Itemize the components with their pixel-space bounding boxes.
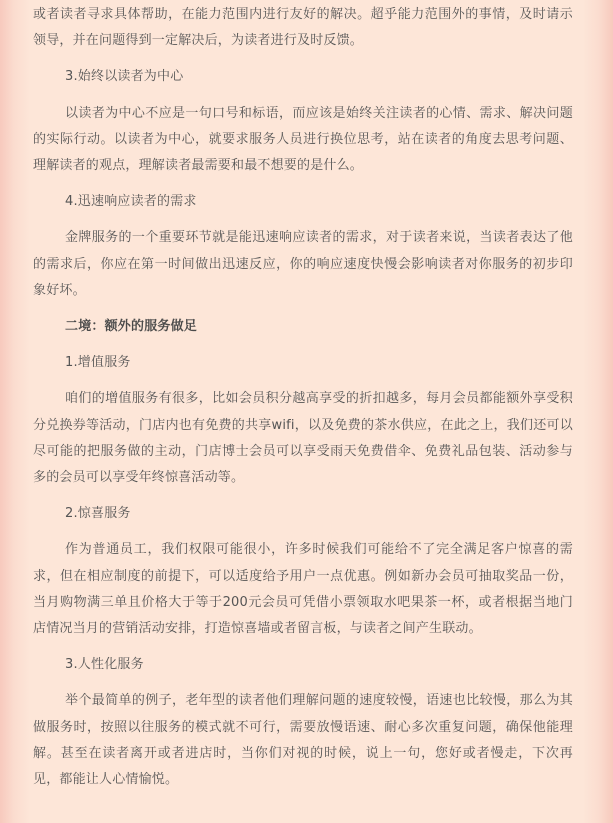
paragraph-humanized-service: 举个最简单的例子，老年型的读者他们理解问题的速度较慢，语速也比较慢，那么为其做服务时，按照以往服务的模式就不可行，需要放慢语速、耐心多次重复问题，确保他能理解。甚至在读者离开或者进店时，当你们对视的时候，说上一句，您好或者慢走，下次再见，都能让人心情愉悦。 <box>33 693 573 788</box>
subheading-reader-centered: 3.始终以读者为中心 <box>65 69 184 85</box>
paragraph-quick-response: 金牌服务的一个重要环节就是能迅速响应读者的需求，对于读者来说，当读者表达了他的需求后，你应在第一时间做出迅速反应，你的响应速度快慢会影响读者对你服务的初步印象好坏。 <box>33 230 573 298</box>
subheading-value-added-service: 1.增值服务 <box>65 355 131 371</box>
article-body <box>33 0 573 793</box>
paragraph-surprise-service: 作为普通员工，我们权限可能很小，许多时候我们可能给不了完全满足客户惊喜的需求，但在相应制度的前提下，可以适度给予用户一点优惠。例如新办会员可抽取奖品一份，当月购物满三单且价格大于等于200元会员可凭借小票领取水吧果茶一杯，或者根据当地门店情况当月的营销活动安排，打造惊喜墙或者留言板，与读者之间产生联动。 <box>33 542 573 637</box>
paragraph-value-added-service: 咱们的增值服务有很多，比如会员积分越高享受的折扣越多，每月会员都能额外享受积分兑换券等活动，门店内也有免费的共享wifi，以及免费的茶水供应，在此之上，我们还可以尽可能的把服务做的主动，门店博士会员可以享受雨天免费借伞、免费礼品包装、活动参与多的会员可以享受年终惊喜活动等。 <box>33 391 573 486</box>
subheading-humanized-service: 3.人性化服务 <box>65 657 144 673</box>
subheading-surprise-service: 2.惊喜服务 <box>65 506 131 522</box>
subheading-quick-response: 4.迅速响应读者的需求 <box>65 194 197 210</box>
paragraph-feedback-continued: 或者读者寻求具体帮助，在能力范围内进行友好的解决。超乎能力范围外的事情，及时请示领导，并在问题得到一定解决后，为读者进行及时反馈。 <box>33 7 573 49</box>
paragraph-reader-centered: 以读者为中心不应是一句口号和标语，而应该是始终关注读者的心情、需求、解决问题的实际行动。以读者为中心，就要求服务人员进行换位思考，站在读者的角度去思考问题、理解读者的观点，理解读者最需要和最不想要的是什么。 <box>33 105 573 174</box>
section-heading-extra-service: 二境：额外的服务做足 <box>65 319 198 335</box>
